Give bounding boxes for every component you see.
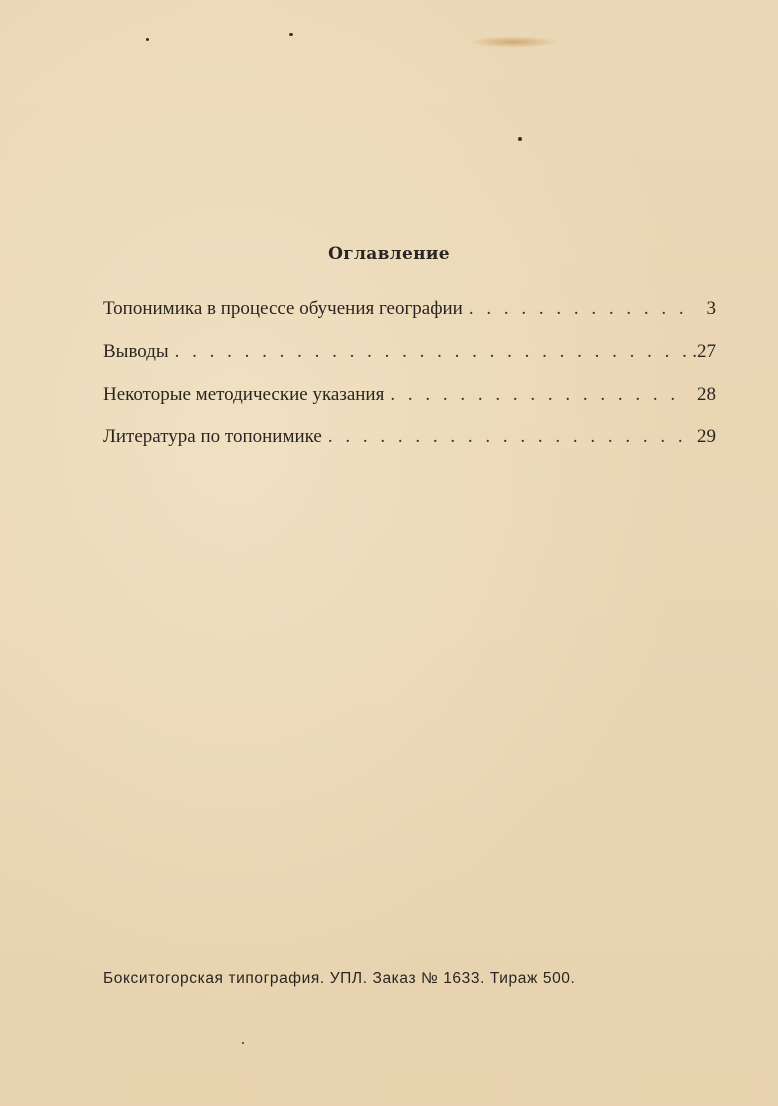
- toc-entry-page: 28: [697, 384, 716, 405]
- toc-entry-title: Топонимика в процессе обучения географии: [103, 298, 463, 319]
- toc-entry: [103, 298, 716, 322]
- dot-leader: [469, 298, 686, 320]
- toc-entry-title: Литература по топонимике: [103, 426, 322, 447]
- ink-speck: [242, 1042, 244, 1044]
- toc-entry-page: 3: [706, 298, 716, 319]
- toc-heading: Оглавление: [328, 244, 450, 264]
- toc-entry-page: 29: [697, 426, 716, 447]
- toc-entry-title: Некоторые методические указания: [103, 384, 385, 405]
- toc-entry: [103, 341, 716, 365]
- dot-leader: [175, 341, 686, 363]
- toc-entry: [103, 384, 716, 408]
- printer-imprint: Бокситогорская типография. УПЛ. Заказ № 1633. Тираж 500.: [103, 970, 576, 987]
- toc-entry-title: Выводы: [103, 341, 169, 362]
- toc-entry-page: .27: [692, 341, 716, 362]
- toc-entry: [103, 426, 716, 450]
- dot-leader: [328, 426, 686, 448]
- dot-leader: [390, 384, 686, 406]
- reverse-side-bleed-through: [100, 40, 740, 1000]
- ink-speck: [289, 33, 293, 36]
